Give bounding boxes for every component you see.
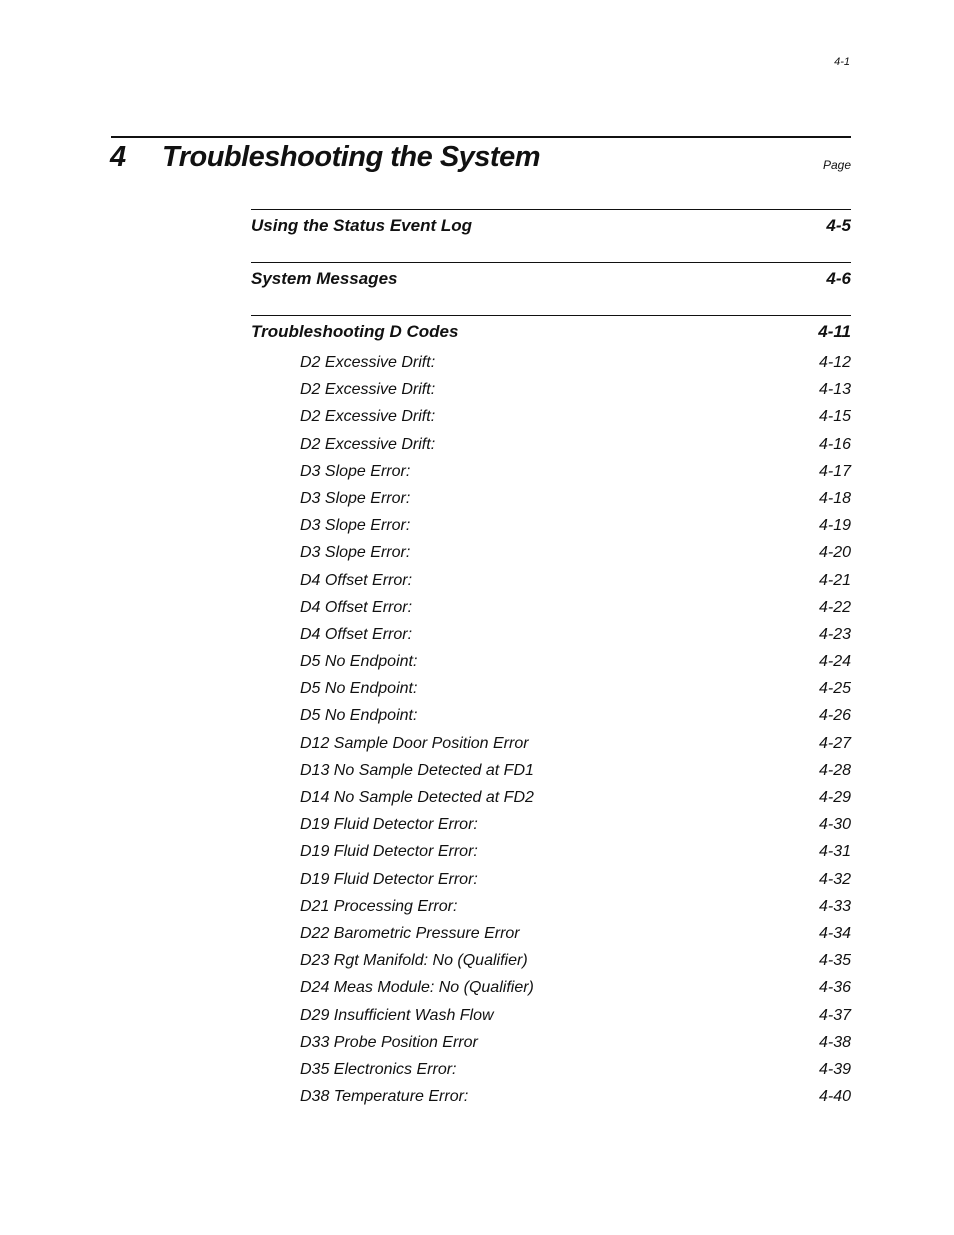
toc-entry-page: 4-39 xyxy=(818,1060,851,1078)
toc-entry-page: 4-27 xyxy=(818,734,851,752)
toc-entry-title: D5 No Endpoint: xyxy=(300,707,418,725)
toc-section-page: 4-11 xyxy=(818,322,851,341)
toc-entry[interactable] xyxy=(251,1081,851,1108)
toc-entry-page: 4-18 xyxy=(818,489,851,507)
toc-entry-page: 4-29 xyxy=(818,789,851,806)
toc-section-page: 4-6 xyxy=(826,269,851,288)
toc-entry[interactable] xyxy=(251,347,851,374)
toc-entry-page: 4-21 xyxy=(818,571,851,589)
toc-entry[interactable] xyxy=(251,700,851,727)
toc-entry-title: D5 No Endpoint: xyxy=(300,680,418,698)
toc-entry-title: D4 Offset Error: xyxy=(300,571,413,589)
toc-entry-title: D3 Slope Error: xyxy=(300,517,411,535)
toc-entry-page: 4-28 xyxy=(818,761,851,779)
toc-entry-title: D5 No Endpoint: xyxy=(300,653,418,671)
toc-entry-page: 4-16 xyxy=(818,435,851,453)
toc-entries xyxy=(251,347,851,1108)
toc-entry-page: 4-37 xyxy=(818,1006,851,1024)
chapter-rule xyxy=(111,136,851,138)
toc-section-title: Using the Status Event Log xyxy=(251,216,473,235)
toc-entry-title: D19 Fluid Detector Error: xyxy=(300,870,478,888)
toc-entry-title: D2 Excessive Drift: xyxy=(300,435,436,453)
toc-entry-title: D24 Meas Module: No (Qualifier) xyxy=(300,979,534,997)
toc-entry-title: D29 Insufficient Wash Flow xyxy=(300,1006,494,1024)
toc-section[interactable] xyxy=(251,209,851,262)
toc-entry-title: D3 Slope Error: xyxy=(300,544,411,562)
toc-entry[interactable] xyxy=(251,755,851,782)
toc-section[interactable] xyxy=(251,262,851,315)
toc-entry-page: 4-12 xyxy=(818,354,851,371)
toc-section-page: 4-5 xyxy=(826,216,851,235)
toc-entry-title: D4 Offset Error: xyxy=(300,625,413,643)
toc-entry-page: 4-36 xyxy=(818,979,851,997)
toc-entry-title: D38 Temperature Error: xyxy=(300,1088,469,1106)
toc-entry-page: 4-13 xyxy=(818,381,851,399)
toc-entry-title: D22 Barometric Pressure Error xyxy=(300,924,520,942)
chapter-number: 4 xyxy=(110,141,126,173)
toc-entry-title: D2 Excessive Drift: xyxy=(300,354,436,371)
page-number: 4-1 xyxy=(834,56,850,68)
toc-entry[interactable] xyxy=(251,510,851,537)
toc-entry-page: 4-15 xyxy=(818,408,851,426)
toc-entry[interactable] xyxy=(251,592,851,619)
toc-section-title: Troubleshooting D Codes xyxy=(251,322,459,341)
toc-entry-title: D4 Offset Error: xyxy=(300,598,413,616)
toc-entry-title: D12 Sample Door Position Error xyxy=(300,734,529,752)
toc-entry-title: D2 Excessive Drift: xyxy=(300,408,436,426)
toc-entry[interactable] xyxy=(251,945,851,972)
toc-entry[interactable] xyxy=(251,429,851,456)
toc-entry-page: 4-23 xyxy=(818,625,851,643)
toc-entry-page: 4-22 xyxy=(818,598,851,616)
toc-entry-title: D19 Fluid Detector Error: xyxy=(300,816,478,834)
toc-entry-page: 4-35 xyxy=(818,952,851,970)
toc-entry[interactable] xyxy=(251,673,851,700)
toc-entry-page: 4-24 xyxy=(818,653,851,671)
toc-entry-page: 4-33 xyxy=(818,897,851,915)
toc-entry[interactable] xyxy=(251,646,851,673)
toc-entry-title: D33 Probe Position Error xyxy=(300,1033,478,1051)
toc-entry[interactable] xyxy=(251,891,851,918)
toc-entry[interactable] xyxy=(251,374,851,401)
toc-entry[interactable] xyxy=(251,565,851,592)
toc-entry-title: D3 Slope Error: xyxy=(300,489,411,507)
toc-entry-page: 4-20 xyxy=(818,544,851,562)
toc-entry-page: 4-40 xyxy=(818,1088,851,1106)
toc-entry-page: 4-32 xyxy=(818,870,851,888)
toc-entry[interactable] xyxy=(251,728,851,755)
toc-entry-title: D35 Electronics Error: xyxy=(300,1060,457,1078)
toc-entry[interactable] xyxy=(251,1054,851,1081)
toc-entry[interactable] xyxy=(251,864,851,891)
toc-entry-page: 4-31 xyxy=(818,843,851,861)
toc-entry-title: D3 Slope Error: xyxy=(300,462,411,480)
toc-entry-page: 4-38 xyxy=(818,1033,851,1051)
toc-entry-page: 4-19 xyxy=(818,517,851,535)
toc-entry-title: D2 Excessive Drift: xyxy=(300,381,436,399)
toc-entry[interactable] xyxy=(251,782,851,809)
toc-entry[interactable] xyxy=(251,483,851,510)
toc-entry[interactable] xyxy=(251,537,851,564)
toc-entry-page: 4-17 xyxy=(818,462,851,480)
toc-entry[interactable] xyxy=(251,918,851,945)
toc-entry[interactable] xyxy=(251,456,851,483)
toc-entry-page: 4-34 xyxy=(818,924,851,942)
toc-entry[interactable] xyxy=(251,809,851,836)
toc-section-title: System Messages xyxy=(251,269,398,288)
toc-entry[interactable] xyxy=(251,1000,851,1027)
toc-entry-title: D13 No Sample Detected at FD1 xyxy=(300,761,534,779)
page-column-label: Page xyxy=(822,158,851,172)
chapter-title: Troubleshooting the System xyxy=(162,141,541,173)
toc-entry[interactable] xyxy=(251,401,851,428)
toc-entry[interactable] xyxy=(251,836,851,863)
table-of-contents xyxy=(251,209,851,1108)
toc-entry-page: 4-26 xyxy=(818,707,851,725)
toc-entry-page: 4-25 xyxy=(818,680,851,698)
toc-entry[interactable] xyxy=(251,619,851,646)
toc-entry-title: D23 Rgt Manifold: No (Qualifier) xyxy=(300,952,528,970)
toc-entry-page: 4-30 xyxy=(818,816,851,834)
toc-entry-title: D19 Fluid Detector Error: xyxy=(300,843,478,861)
toc-entry-title: D21 Processing Error: xyxy=(300,897,458,915)
toc-entry-title: D14 No Sample Detected at FD2 xyxy=(300,789,534,806)
toc-entry[interactable] xyxy=(251,972,851,999)
toc-entry[interactable] xyxy=(251,1027,851,1054)
